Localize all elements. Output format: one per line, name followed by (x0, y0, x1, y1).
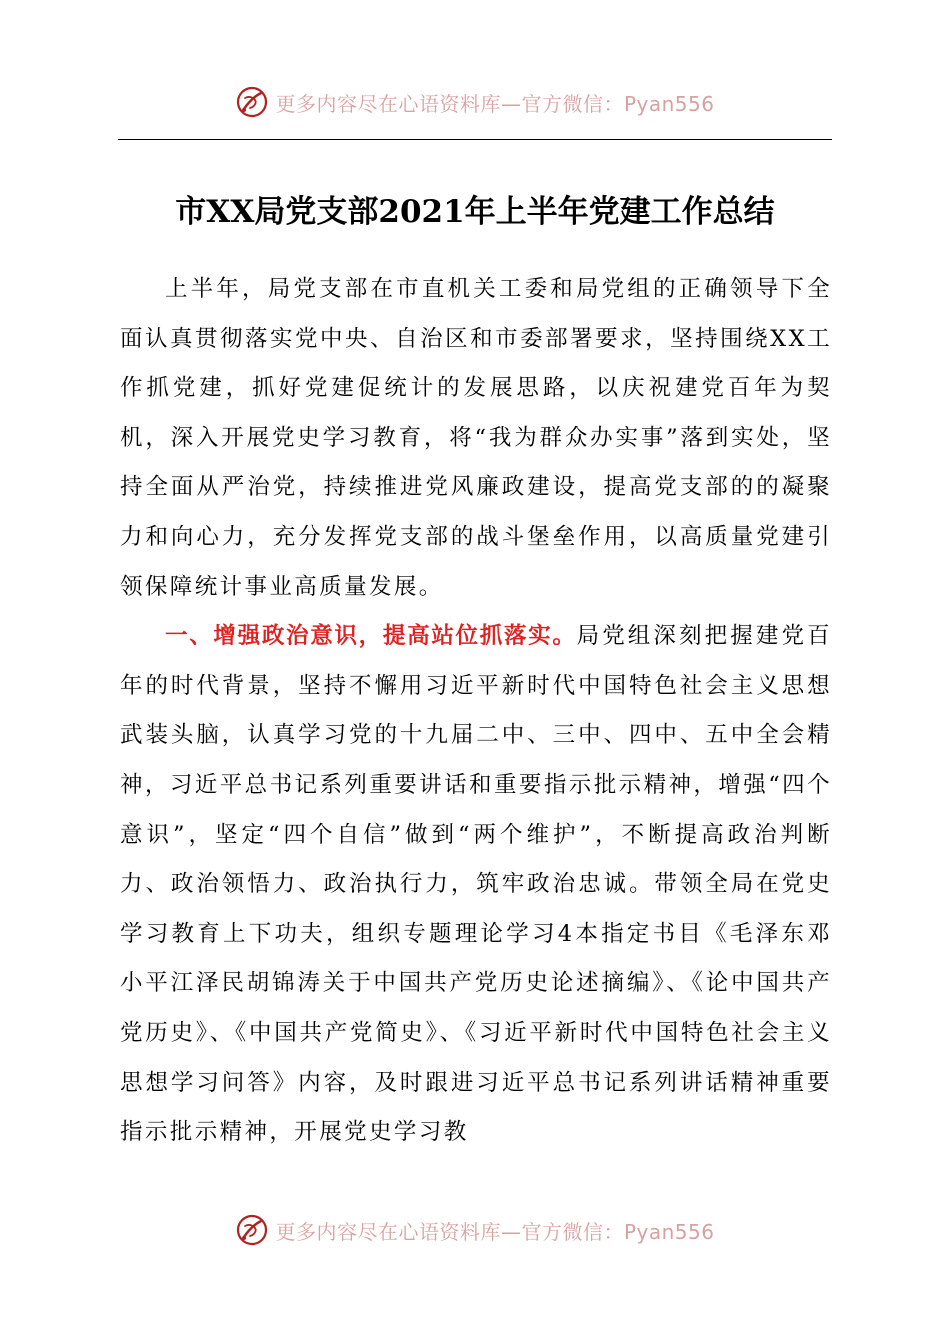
section-1-paragraph (120, 612, 832, 1158)
footer-banner (0, 1210, 950, 1250)
brush-logo-icon (235, 1213, 269, 1247)
intro-paragraph: 上半年，局党支部在市直机关工委和局党组的正确领导下全面认真贯彻落实党中央、自治区和市委部署要求，坚持围绕XX工作抓党建，抓好党建促统计的发展思路，以庆祝建党百年为契机，深入开展党史学习教育，将“我为群众办实事”落到实处，坚持全面从严治党，持续推进党风廉政建设，提高党支部的的凝聚力和向心力，充分发挥党支部的战斗堡垒作用，以高质量党建引领保障统计事业高质量发展。 (120, 276, 832, 600)
header-banner (0, 82, 950, 122)
document-title: 市XX局党支部2021年上半年党建工作总结 (175, 194, 775, 230)
brush-logo-icon (235, 85, 269, 119)
header-divider (118, 139, 832, 140)
footer-banner-text: 更多内容尽在心语资料库—官方微信：Pyan556 (275, 1219, 715, 1244)
document-body (120, 265, 832, 1158)
section-1-body: 局党组深刻把握建党百年的时代背景，坚持不懈用习近平新时代中国特色社会主义思想武装头脑，认真学习党的十九届二中、三中、四中、五中全会精神，习近平总书记系列重要讲话和重要指示批示精神，增强“四个意识”，坚定“四个自信”做到“两个维护”，不断提高政治判断力、政治领悟力、政治执行力，筑牢政治忠诚。带领全局在党史学习教育上下功夫，组织专题理论学习4本指定书目《毛泽东邓小平江泽民胡锦涛关于中国共产党历史论述摘编》、《论中国共产党历史》、《中国共产党简史》、《习近平新时代中国特色社会主义思想学习问答》内容，及时跟进习近平总书记系列讲话精神重要指示批示精神，开展党史学习教 (120, 623, 832, 1146)
section-1-heading: 一、增强政治意识，提高站位抓落实。 (165, 623, 577, 650)
header-banner-text: 更多内容尽在心语资料库—官方微信：Pyan556 (275, 91, 715, 116)
